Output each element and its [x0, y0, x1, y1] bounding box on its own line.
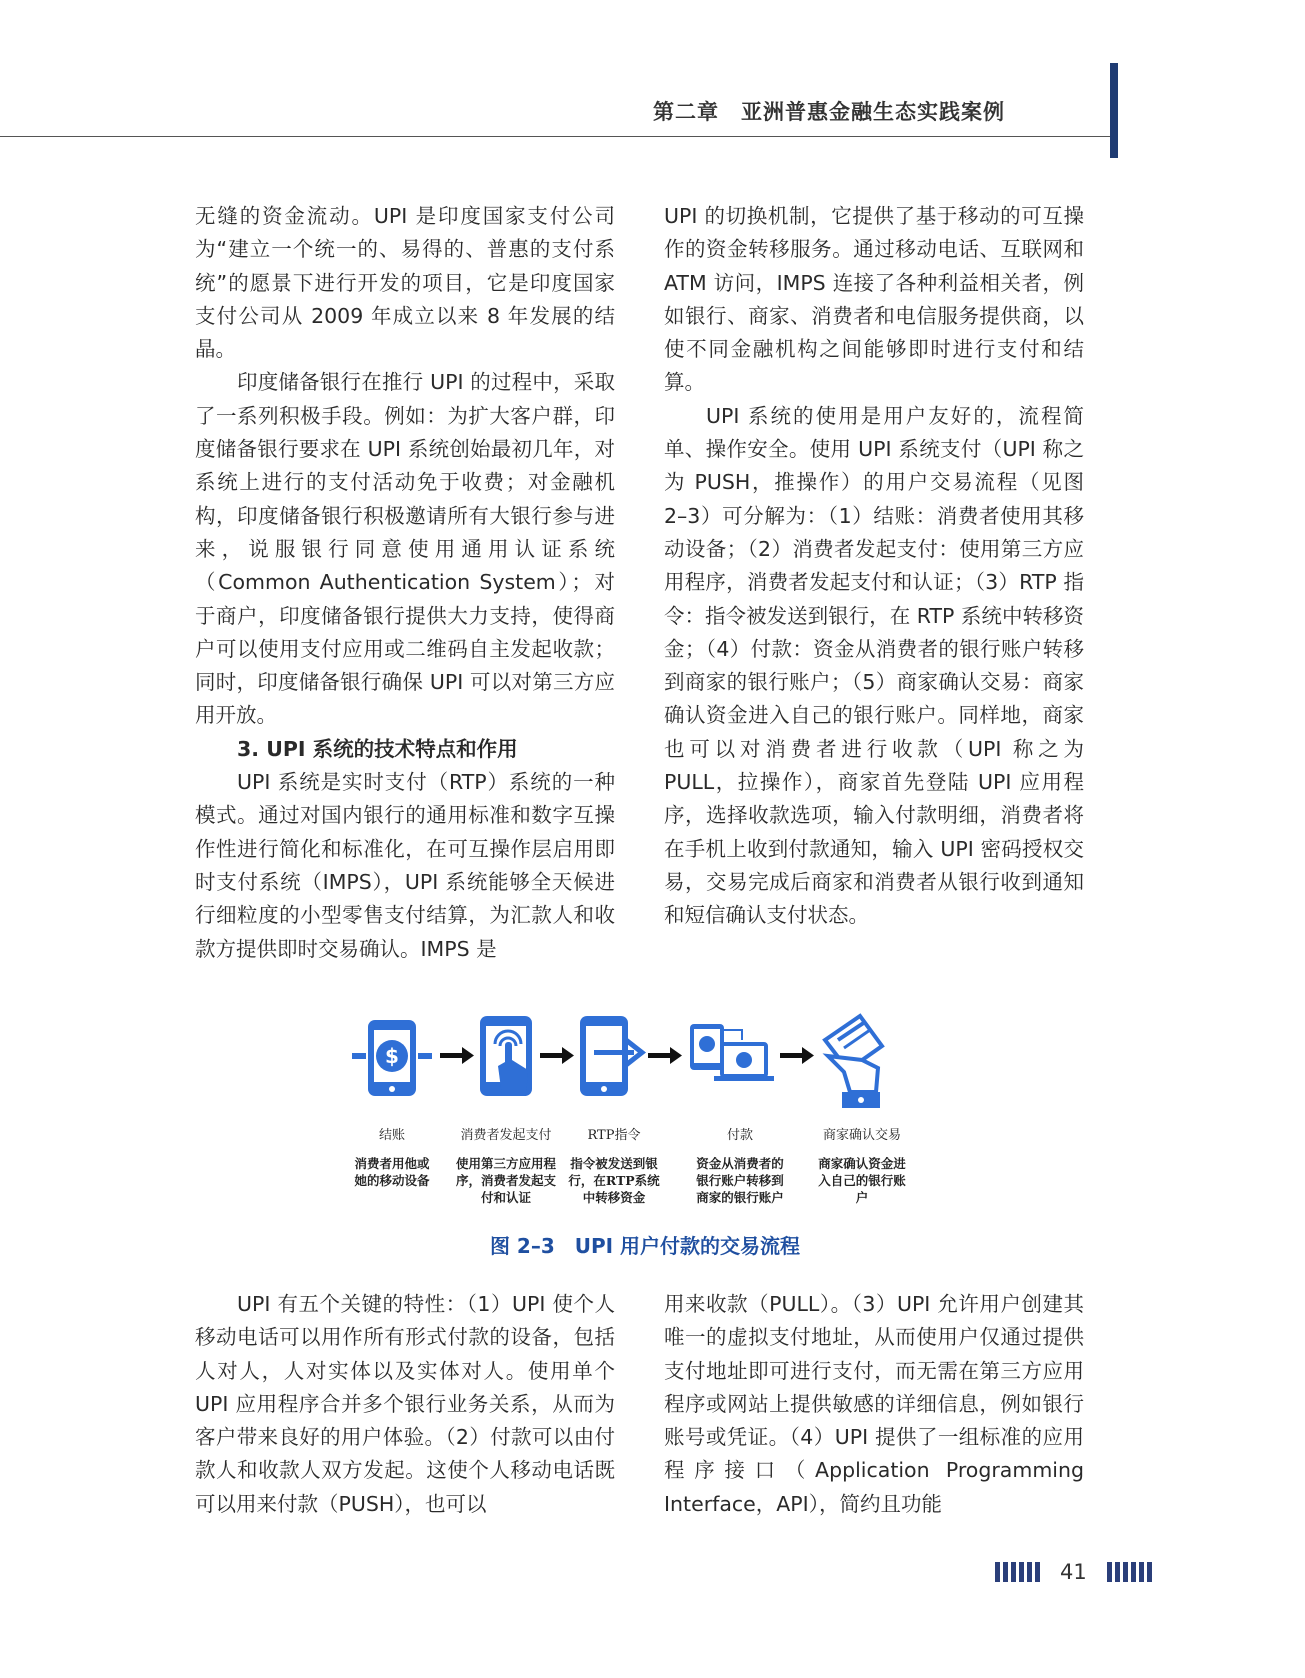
payment-devices-globe-icon	[690, 1024, 774, 1081]
paragraph: UPI 有五个关键的特性：（1）UPI 使个人移动电话可以用作所有形式付款的设备，包括人对人，人对实体以及实体对人。使用单个 UPI 应用程序合并多个银行业务关系，从而为客户带来良好的用户体验。（2）付款可以由付款人和收款人双方发起。这使个人移动电话既可以用来付款（PUSH），也可以	[195, 1292, 615, 1516]
figure-caption: 图 2–3 UPI 用户付款的交易流程	[489, 1234, 801, 1258]
right-column-bottom	[664, 1288, 1084, 1521]
footer-stripes-right	[1107, 1562, 1155, 1582]
merchant-hand-card-icon	[825, 1016, 882, 1108]
figure-2-3	[350, 1010, 940, 1230]
svg-text:$: $	[385, 1044, 399, 1068]
flow-step	[446, 1124, 566, 1206]
right-column-top	[664, 200, 1084, 933]
step-description: 使用第三方应用程序，消费者发起支付和认证	[456, 1156, 557, 1205]
flow-step	[332, 1124, 452, 1189]
flow-step	[802, 1124, 922, 1206]
step-title: 消费者发起支付	[460, 1128, 552, 1143]
arrow-right-icon	[440, 1047, 474, 1064]
tap-phone-hand-icon	[480, 1016, 532, 1096]
step-description: 资金从消费者的银行账户转移到商家的银行账户	[696, 1156, 784, 1205]
step-description: 消费者用他或她的移动设备	[354, 1156, 430, 1188]
step-title: RTP指令	[587, 1128, 641, 1143]
rtp-phone-arrow-icon	[580, 1016, 642, 1096]
left-column-top	[195, 200, 615, 966]
paragraph: UPI 的切换机制，它提供了基于移动的可互操作的资金转移服务。通过移动电话、互联网和 ATM 访问，IMPS 连接了各种利益相关者，例如银行、商家、消费者和电信服务提供商，以使不同金融机构之间能够即时进行支付和结算。	[664, 204, 1084, 395]
header-rule	[0, 136, 1110, 137]
flow-step	[554, 1124, 674, 1206]
page-number: 41	[1060, 1560, 1087, 1584]
arrow-right-icon	[540, 1047, 574, 1064]
flow-icons	[350, 1010, 940, 1120]
step-description: 指令被发送到银行，在RTP系统中转移资金	[568, 1156, 660, 1205]
step-description: 商家确认资金进入自己的银行账户	[818, 1156, 906, 1205]
step-title: 结账	[378, 1128, 405, 1143]
paragraph: 印度储备银行在推行 UPI 的过程中，采取了一系列积极手段。例如：为扩大客户群，印度储备银行要求在 UPI 系统创始最初几年，对系统上进行的支付活动免于收费；对金融机构，印度储备银行积极邀请所有大银行参与进来，说服银行同意使用通用认证系统（Common Authentication System）；对于商户，印度储备银行提供大力支持，使得商户可以使用支付应用或二维码自主发起收款；同时，印度储备银行确保 UPI 可以对第三方应用开放。	[195, 370, 615, 728]
flow-step	[680, 1124, 800, 1206]
arrow-right-icon	[648, 1047, 682, 1064]
section-heading: 3. UPI 系统的技术特点和作用	[237, 736, 518, 761]
left-column-bottom	[195, 1288, 615, 1521]
chapter-title: 第二章 亚洲普惠金融生态实践案例	[653, 100, 1005, 124]
step-title: 付款	[726, 1128, 753, 1143]
footer-stripes-left	[995, 1562, 1043, 1582]
paragraph: 无缝的资金流动。UPI 是印度国家支付公司为“建立一个统一的、易得的、普惠的支付系统”的愿景下进行开发的项目，它是印度国家支付公司从 2009 年成立以来 8 年发展的结晶。	[195, 204, 615, 362]
step-title: 商家确认交易	[822, 1128, 901, 1143]
paragraph: 用来收款（PULL）。（3）UPI 允许用户创建其唯一的虚拟支付地址，从而使用户仅通过提供支付地址即可进行支付，而无需在第三方应用程序或网站上提供敏感的详细信息，例如银行账号或凭证。（4）UPI 提供了一组标准的应用程序接口（Application Programming Interface，API），简约且功能	[664, 1292, 1084, 1516]
header-accent-bar	[1110, 63, 1118, 158]
arrow-right-icon	[780, 1047, 814, 1064]
paragraph: UPI 系统是实时支付（RTP）系统的一种模式。通过对国内银行的通用标准和数字互操作性进行简化和标准化，在可互操作层启用即时支付系统（IMPS），UPI 系统能够全天候进行细粒度的小型零售支付结算，为汇款人和收款方提供即时交易确认。IMPS 是	[195, 770, 615, 961]
checkout-phone-dollar-icon	[352, 1020, 432, 1096]
paragraph: UPI 系统的使用是用户友好的，流程简单、操作安全。使用 UPI 系统支付（UPI 称之为 PUSH，推操作）的用户交易流程（见图 2–3）可分解为：（1）结账：消费者使用其移动设备；（2）消费者发起支付：使用第三方应用程序，消费者发起支付和认证；（3）RTP 指令：指令被发送到银行，在 RTP 系统中转移资金；（4）付款：资金从消费者的银行账户转移到商家的银行账户；（5）商家确认交易：商家确认资金进入自己的银行账户。同样地，商家也可以对消费者进行收款（UPI 称之为 PULL，拉操作），商家首先登陆 UPI 应用程序，选择收款选项，输入付款明细，消费者将在手机上收到付款通知，输入 UPI 密码授权交易，交易完成后商家和消费者从银行收到通知和短信确认支付状态。	[664, 403, 1084, 928]
